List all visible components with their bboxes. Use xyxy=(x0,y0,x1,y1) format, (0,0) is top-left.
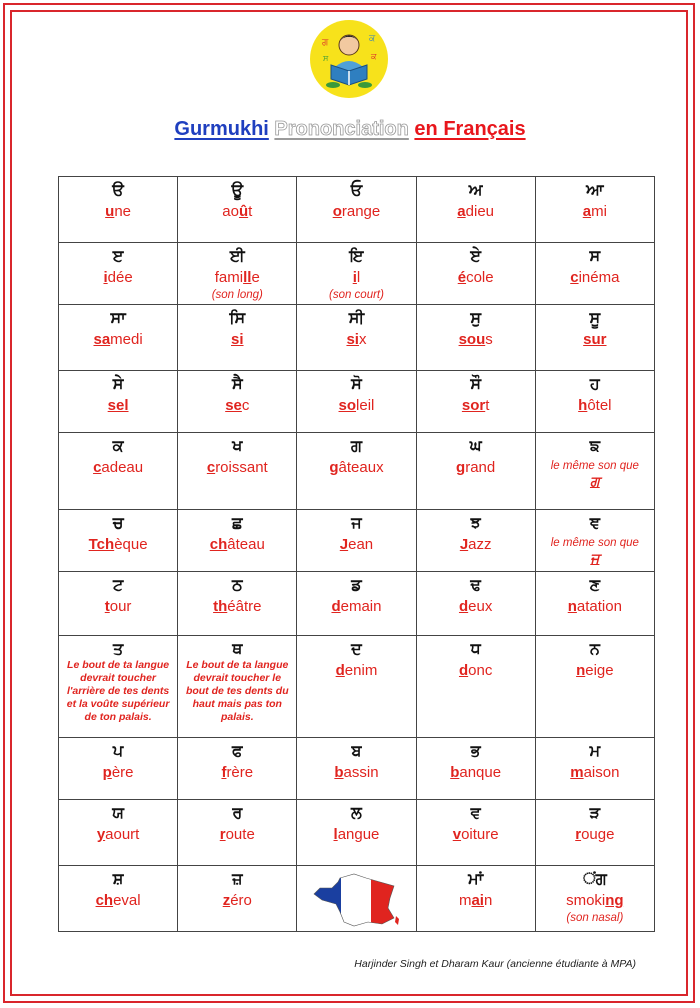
gurmukhi-letter: ਦ xyxy=(351,639,362,658)
word-suffix: onc xyxy=(468,662,493,679)
letter-cell xyxy=(178,866,297,932)
letter-cell xyxy=(59,866,178,932)
word-highlight: a xyxy=(457,203,466,220)
gurmukhi-letter: ਛ xyxy=(232,513,243,532)
letter-cell xyxy=(535,572,654,636)
word-suffix: n xyxy=(483,892,493,909)
letter-cell xyxy=(535,433,654,510)
word-suffix: emain xyxy=(340,598,382,615)
letter-cell xyxy=(297,371,416,433)
word-highlight: so xyxy=(338,397,357,414)
word-highlight: f xyxy=(221,764,227,781)
word-highlight: i xyxy=(352,269,357,286)
letter-cell xyxy=(416,800,535,866)
word-highlight: J xyxy=(459,536,469,553)
french-example-word xyxy=(417,396,535,416)
french-example-word xyxy=(417,825,535,845)
word-suffix: anque xyxy=(459,764,502,781)
word-highlight: r xyxy=(219,826,226,843)
word-suffix: inéma xyxy=(578,269,620,286)
letter-cell xyxy=(178,738,297,800)
gurmukhi-letter: ਈ xyxy=(229,246,245,265)
france-flag-map xyxy=(310,872,402,928)
table-row xyxy=(59,572,655,636)
letter-cell xyxy=(178,177,297,243)
letter-cell xyxy=(59,572,178,636)
gurmukhi-letter: ਲ xyxy=(351,803,362,822)
word-suffix: oiture xyxy=(461,826,499,843)
word-suffix: éro xyxy=(230,892,252,909)
french-example-word xyxy=(59,535,177,555)
gurmukhi-letter: ਥ xyxy=(232,639,243,658)
same-sound-letter: ਗ xyxy=(589,474,600,490)
table-row xyxy=(59,800,655,866)
gurmukhi-letter: ਞ xyxy=(589,513,600,532)
french-example-word xyxy=(178,268,296,288)
letter-cell xyxy=(59,800,178,866)
same-sound-note: le même son que xyxy=(550,460,639,472)
french-example-word xyxy=(178,396,296,416)
french-example-word xyxy=(417,268,535,288)
gurmukhi-letter: ਡ xyxy=(351,575,362,594)
letter-cell xyxy=(297,305,416,371)
word-suffix: enim xyxy=(344,662,378,679)
letter-cell xyxy=(59,738,178,800)
french-example-word xyxy=(297,661,415,681)
french-example-word xyxy=(536,268,654,288)
footer-credit: Harjinder Singh et Dharam Kaur (ancienne étudiante à MPA) xyxy=(354,958,636,970)
letter-cell xyxy=(59,177,178,243)
word-suffix: âteaux xyxy=(338,459,384,476)
gurmukhi-letter: ਊ xyxy=(231,180,244,199)
word-suffix: l xyxy=(356,269,361,286)
word-suffix: medi xyxy=(110,331,143,348)
word-suffix: dée xyxy=(107,269,133,286)
letter-cell xyxy=(535,305,654,371)
word-suffix: eige xyxy=(585,662,614,679)
gurmukhi-letter: ਵ xyxy=(470,803,481,822)
word-prefix: m xyxy=(458,892,472,909)
sound-note: (son long) xyxy=(211,289,263,301)
gurmukhi-letter: ੳ xyxy=(112,180,124,199)
gurmukhi-letter: ਖ xyxy=(232,436,243,455)
word-suffix: range xyxy=(341,203,381,220)
letter-cell xyxy=(535,243,654,305)
word-suffix: éâtre xyxy=(227,598,262,615)
word-suffix: leil xyxy=(356,397,375,414)
gurmukhi-letter: ੜ xyxy=(589,803,601,822)
word-suffix: aison xyxy=(583,764,620,781)
word-suffix: t xyxy=(248,203,253,220)
table-row xyxy=(59,371,655,433)
letter-cell xyxy=(535,738,654,800)
letter-cell xyxy=(416,866,535,932)
sound-note: (son court) xyxy=(328,289,384,301)
french-example-word xyxy=(536,825,654,845)
gurmukhi-letter: ਅ xyxy=(468,180,483,199)
word-suffix: ne xyxy=(114,203,132,220)
french-example-word xyxy=(178,891,296,911)
gurmukhi-letter: ਆ xyxy=(586,180,604,199)
word-suffix: rand xyxy=(465,459,496,476)
letter-cell xyxy=(59,305,178,371)
word-highlight: sou xyxy=(458,331,486,348)
pronunciation-note: Le bout de ta langue devrait toucher le bout de tes dents du haut mais pas ton palais. xyxy=(185,659,289,723)
word-highlight: a xyxy=(582,203,592,220)
gurmukhi-letter: ਫ xyxy=(232,741,243,760)
title-gurmukhi: Gurmukhi xyxy=(174,118,269,140)
word-suffix: ouge xyxy=(581,826,615,843)
letter-cell xyxy=(535,636,654,738)
table-row xyxy=(59,243,655,305)
french-example-word xyxy=(297,535,415,555)
table-row xyxy=(59,510,655,572)
word-highlight: i xyxy=(103,269,108,286)
word-highlight: û xyxy=(238,203,249,220)
logo-letter: ਸ xyxy=(323,54,329,63)
word-suffix: ère xyxy=(111,764,134,781)
letter-cell xyxy=(297,572,416,636)
title-prononciation: Prononciation xyxy=(274,118,409,140)
gurmukhi-letter: ਙ xyxy=(589,436,601,455)
table-row xyxy=(59,305,655,371)
gurmukhi-letter: ਗ xyxy=(350,436,363,455)
word-highlight: ng xyxy=(605,892,624,909)
french-example-word xyxy=(417,330,535,350)
gurmukhi-letter: ਝ xyxy=(470,513,481,532)
word-highlight: sor xyxy=(461,397,486,414)
table-row xyxy=(59,433,655,510)
french-example-word xyxy=(178,330,296,350)
word-highlight: d xyxy=(458,662,469,679)
word-suffix: assin xyxy=(343,764,379,781)
french-example-word xyxy=(536,661,654,681)
word-highlight: J xyxy=(339,536,349,553)
gurmukhi-letter: ਘ xyxy=(469,436,482,455)
word-highlight: ch xyxy=(209,536,228,553)
word-highlight: c xyxy=(570,269,579,286)
gurmukhi-letter: ਤ xyxy=(112,639,124,658)
gurmukhi-letter: ਬ xyxy=(351,741,362,760)
word-suffix: roissant xyxy=(215,459,268,476)
gurmukhi-letter: ਜ xyxy=(351,513,362,532)
word-prefix: fami xyxy=(214,269,244,286)
letter-cell xyxy=(178,433,297,510)
word-highlight: c xyxy=(93,459,102,476)
letter-cell xyxy=(416,433,535,510)
gurmukhi-letter: ੲ xyxy=(112,246,124,265)
word-suffix: angue xyxy=(337,826,380,843)
gurmukhi-letter: ਣ xyxy=(589,575,601,594)
gurmukhi-letter: ਸੋ xyxy=(351,374,362,393)
word-suffix: e xyxy=(251,269,260,286)
letter-cell xyxy=(178,572,297,636)
word-highlight: n xyxy=(567,598,577,615)
table-row xyxy=(59,177,655,243)
letter-cell xyxy=(178,371,297,433)
table-row xyxy=(59,636,655,738)
french-example-word xyxy=(536,396,654,416)
french-example-word xyxy=(178,825,296,845)
word-highlight: c xyxy=(206,459,216,476)
reading-boy-logo xyxy=(309,19,389,99)
letter-cell xyxy=(59,243,178,305)
gurmukhi-letter: ਠ xyxy=(232,575,243,594)
word-highlight: r xyxy=(575,826,582,843)
french-example-word xyxy=(297,825,415,845)
word-suffix: adeau xyxy=(101,459,144,476)
gurmukhi-letter: ਨ xyxy=(589,639,600,658)
word-suffix: aourt xyxy=(105,826,140,843)
gurmukhi-letter: ਮ xyxy=(589,741,601,760)
same-sound-letter: ਜ xyxy=(590,551,600,567)
french-example-word xyxy=(59,202,177,222)
french-example-word xyxy=(417,202,535,222)
gurmukhi-letter: ਸ਼ xyxy=(112,869,124,888)
table-row xyxy=(59,866,655,932)
logo-letter: ਕ xyxy=(371,52,377,61)
word-suffix: our xyxy=(109,598,132,615)
letter-cell xyxy=(535,371,654,433)
letter-cell xyxy=(416,738,535,800)
french-example-word xyxy=(536,330,654,350)
word-highlight: t xyxy=(104,598,110,615)
logo-letter: ਗ xyxy=(322,38,329,48)
word-highlight: l xyxy=(333,826,338,843)
word-prefix: ao xyxy=(222,203,239,220)
french-example-word xyxy=(59,396,177,416)
french-example-word xyxy=(59,330,177,350)
letter-cell xyxy=(59,371,178,433)
word-highlight: sel xyxy=(107,397,129,414)
french-example-word xyxy=(417,661,535,681)
word-highlight: sa xyxy=(93,331,111,348)
gurmukhi-letter: ਧ xyxy=(470,639,481,658)
gurmukhi-letter: ਸੀ xyxy=(348,308,365,327)
word-suffix: cole xyxy=(466,269,494,286)
word-highlight: y xyxy=(96,826,106,843)
letter-cell xyxy=(297,243,416,305)
word-highlight: o xyxy=(332,203,342,220)
word-highlight: v xyxy=(452,826,462,843)
word-highlight: m xyxy=(570,764,584,781)
word-highlight: Tch xyxy=(88,536,115,553)
gurmukhi-letter: ਸੌ xyxy=(470,374,481,393)
letter-cell xyxy=(297,800,416,866)
french-example-word xyxy=(297,330,415,350)
french-example-word xyxy=(178,202,296,222)
word-highlight: d xyxy=(335,662,345,679)
gurmukhi-letter: ਕ xyxy=(112,436,124,455)
letter-cell xyxy=(178,510,297,572)
word-highlight: ai xyxy=(471,892,484,909)
word-highlight: z xyxy=(222,892,231,909)
word-suffix: mi xyxy=(591,203,607,220)
gurmukhi-letter: ਸਿ xyxy=(229,308,246,327)
word-highlight: si xyxy=(231,331,244,348)
word-suffix: ôtel xyxy=(587,397,612,414)
letter-cell xyxy=(59,510,178,572)
french-example-word xyxy=(536,597,654,617)
word-highlight: é xyxy=(457,269,467,286)
gurmukhi-letter: ਓ xyxy=(350,180,363,199)
gurmukhi-letter: ਂਗ xyxy=(582,869,607,888)
word-suffix: x xyxy=(358,331,367,348)
french-example-word xyxy=(59,268,177,288)
word-prefix: smoki xyxy=(566,892,606,909)
french-example-word xyxy=(417,891,535,911)
letter-cell xyxy=(297,510,416,572)
letter-cell xyxy=(178,305,297,371)
letter-cell xyxy=(416,243,535,305)
word-suffix: ean xyxy=(348,536,374,553)
word-suffix: c xyxy=(241,397,250,414)
word-suffix: s xyxy=(485,331,493,348)
word-suffix: rère xyxy=(226,764,254,781)
word-highlight: g xyxy=(456,459,466,476)
gurmukhi-letter: ਮਾਂ xyxy=(468,869,484,888)
logo-letter: ਕ xyxy=(369,34,376,44)
gurmukhi-letter: ਸੈ xyxy=(231,374,243,393)
word-suffix: eux xyxy=(468,598,493,615)
word-suffix: dieu xyxy=(465,203,494,220)
french-example-word xyxy=(297,763,415,783)
page-title xyxy=(0,118,700,141)
letter-cell xyxy=(297,433,416,510)
word-suffix: èque xyxy=(114,536,148,553)
french-example-word xyxy=(297,202,415,222)
word-highlight: n xyxy=(576,662,586,679)
word-highlight: se xyxy=(225,397,242,414)
french-example-word xyxy=(536,763,654,783)
word-suffix: t xyxy=(485,397,490,414)
gurmukhi-letter: ਸੁ xyxy=(470,308,481,327)
word-suffix: âteau xyxy=(227,536,265,553)
gurmukhi-letter: ਜ਼ xyxy=(232,869,243,888)
letter-cell xyxy=(416,371,535,433)
french-example-word xyxy=(59,597,177,617)
gurmukhi-letter: ਪ xyxy=(112,741,124,760)
letter-cell xyxy=(178,636,297,738)
title-en-francais: en Français xyxy=(414,118,526,140)
letter-cell xyxy=(59,636,178,738)
letter-cell xyxy=(535,800,654,866)
french-example-word xyxy=(297,458,415,478)
french-example-word xyxy=(59,891,177,911)
word-highlight: h xyxy=(578,397,588,414)
letter-cell xyxy=(416,572,535,636)
french-example-word xyxy=(59,458,177,478)
letter-cell xyxy=(416,177,535,243)
word-highlight: ch xyxy=(95,892,114,909)
gurmukhi-letter: ਸੂ xyxy=(589,308,601,327)
pronunciation-note: Le bout de ta langue devrait toucher l'arrière de tes dents et la voûte supérieur de ton palais. xyxy=(66,659,170,723)
letter-cell xyxy=(416,510,535,572)
french-example-word xyxy=(417,458,535,478)
gurmukhi-letter: ਯ xyxy=(112,803,124,822)
gurmukhi-letter: ਚ xyxy=(112,513,124,532)
french-example-word xyxy=(178,458,296,478)
letter-cell xyxy=(297,738,416,800)
french-example-word xyxy=(178,535,296,555)
letter-cell xyxy=(535,177,654,243)
letter-cell xyxy=(416,636,535,738)
table-row xyxy=(59,738,655,800)
french-example-word xyxy=(536,891,654,911)
gurmukhi-letter: ਸ xyxy=(589,246,601,265)
french-example-word xyxy=(178,763,296,783)
word-highlight: th xyxy=(213,598,228,615)
gurmukhi-letter: ਹ xyxy=(589,374,600,393)
gurmukhi-letter: ਇ xyxy=(349,246,364,265)
letter-cell xyxy=(535,866,654,932)
word-highlight: b xyxy=(334,764,344,781)
french-example-word xyxy=(417,535,535,555)
letter-cell xyxy=(178,800,297,866)
gurmukhi-letter: ਭ xyxy=(470,741,481,760)
gurmukhi-letter: ਸਾ xyxy=(110,308,126,327)
letter-cell xyxy=(297,866,416,932)
french-example-word xyxy=(59,763,177,783)
letter-cell xyxy=(59,433,178,510)
same-sound-note: le même son que xyxy=(550,537,639,549)
gurmukhi-letter: ਸੇ xyxy=(112,374,124,393)
french-example-word xyxy=(417,597,535,617)
letter-cell xyxy=(535,510,654,572)
gurmukhi-letter: ਟ xyxy=(112,575,124,594)
gurmukhi-letter: ਰ xyxy=(232,803,243,822)
word-highlight: d xyxy=(458,598,469,615)
french-example-word xyxy=(536,202,654,222)
pronunciation-table xyxy=(58,176,655,932)
letter-cell xyxy=(178,243,297,305)
word-highlight: b xyxy=(450,764,460,781)
word-highlight: ll xyxy=(243,269,252,286)
french-example-word xyxy=(297,396,415,416)
word-highlight: si xyxy=(346,331,359,348)
word-suffix: oute xyxy=(225,826,255,843)
french-example-word xyxy=(178,597,296,617)
letter-cell xyxy=(416,305,535,371)
word-highlight: u xyxy=(105,203,115,220)
letter-cell xyxy=(297,636,416,738)
letter-cell xyxy=(297,177,416,243)
word-highlight: sur xyxy=(583,331,607,348)
gurmukhi-letter: ਏ xyxy=(470,246,481,265)
gurmukhi-letter: ਢ xyxy=(470,575,481,594)
sound-note: (son nasal) xyxy=(566,912,624,924)
word-suffix: azz xyxy=(468,536,492,553)
word-highlight: d xyxy=(331,598,341,615)
french-example-word xyxy=(297,597,415,617)
word-highlight: g xyxy=(329,459,339,476)
word-highlight: p xyxy=(102,764,112,781)
french-example-word xyxy=(417,763,535,783)
french-example-word xyxy=(59,825,177,845)
word-suffix: eval xyxy=(113,892,141,909)
french-example-word xyxy=(297,268,415,288)
word-suffix: atation xyxy=(576,598,622,615)
